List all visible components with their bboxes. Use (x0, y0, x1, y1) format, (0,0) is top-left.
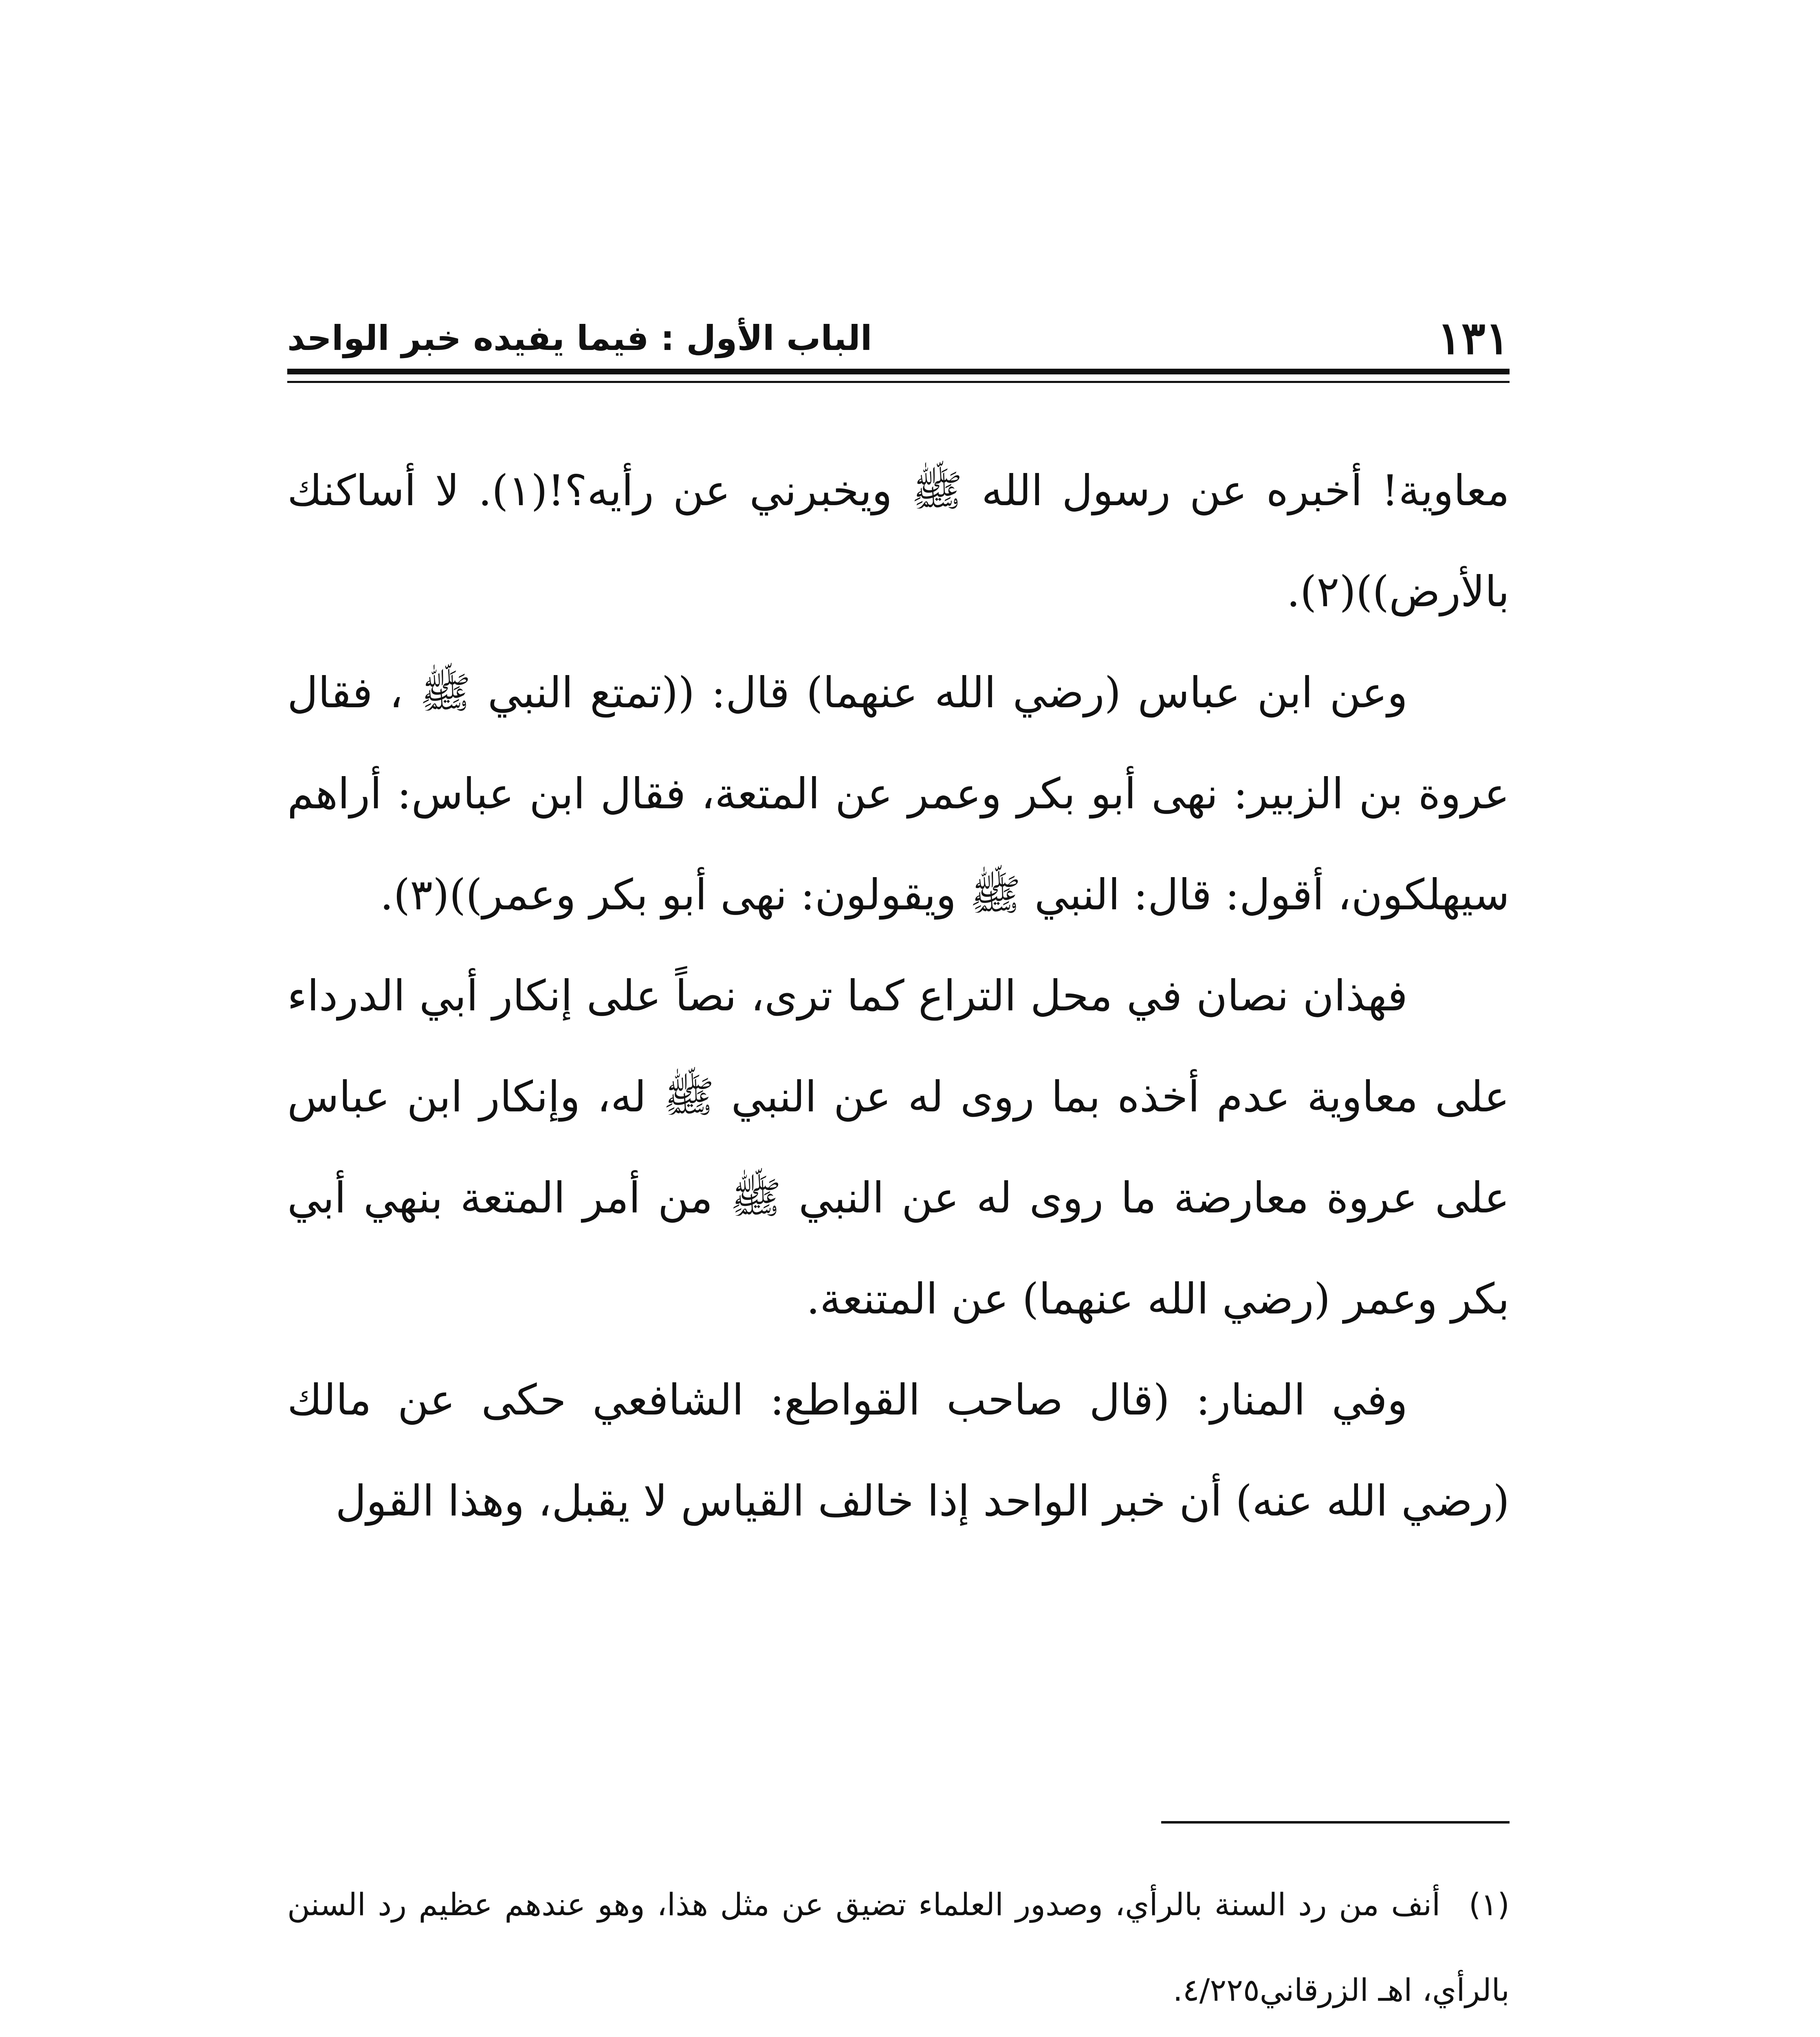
footnote-separator (1161, 1821, 1510, 1824)
header-rule-thick (287, 369, 1510, 374)
footnote-text: أنف من رد السنة بالرأي، وصدور العلماء تضيق عن مثل هذا، وهو عندهم عظيم رد السنن بالرأي، اهـ الزرقاني٤/٢٢٥. (287, 1886, 1510, 2008)
main-text (287, 440, 1510, 1551)
paragraph: وعن ابن عباس (رضي الله عنهما) قال: ((تمتع النبي ﷺ ، فقال عروة بن الزبير: نهى أبو بكر وعمر عن المتعة، فقال ابن عباس: أراهم سيهلكون، أقول: قال: النبي ﷺ ويقولون: نهى أبو بكر وعمر))(٣). (287, 668, 1510, 920)
running-title: الباب الأول : فيما يفيده خبر الواحد (287, 318, 872, 358)
page-header (287, 314, 1510, 363)
paragraph: فهذان نصان في محل التراع كما ترى، نصاً على إنكار أبي الدرداء على معاوية عدم أخذه بما روى له عن النبي ﷺ له، وإنكار ابن عباس على عروة معارضة ما روى له عن النبي ﷺ من أمر المتعة بنهي أبي بكر وعمر (رضي الله عنهما) عن المتنعة. (287, 971, 1510, 1324)
footnote (287, 1862, 1510, 2033)
footnote-number: (١) (1468, 1886, 1510, 1923)
footnote (287, 2033, 1510, 2037)
footnotes (287, 1862, 1510, 2037)
header-rule-thin (287, 381, 1510, 383)
page-number: ١٣١ (1437, 312, 1510, 364)
paragraph: معاوية! أخبره عن رسول الله ﷺ ويخبرني عن رأيه؟!(١). لا أساكنك بالأرض))(٢). (287, 466, 1510, 616)
paragraph: وفي المنار: (قال صاحب القواطع: الشافعي حكى عن مالك (رضي الله عنه) أن خبر الواحد إذا خالف القياس لا يقبل، وهذا القول (287, 1375, 1510, 1526)
